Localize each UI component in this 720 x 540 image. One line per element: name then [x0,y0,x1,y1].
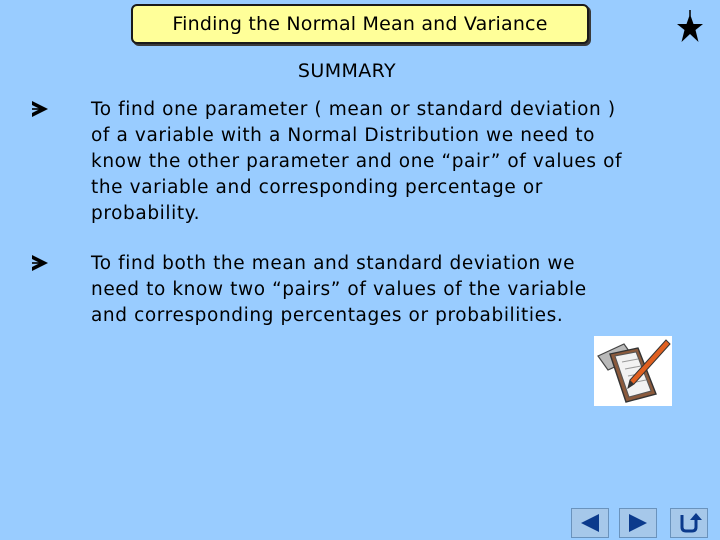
arrow-bullet-icon [30,100,50,118]
summary-heading [0,60,694,82]
bullet-2-line: To find both the mean and standard deviation we [91,253,576,274]
bullet-1-line: probability. [91,203,201,224]
bullet-text-1 [91,97,691,227]
next-arrow-icon [625,512,651,534]
arrow-bullet-icon [30,254,50,272]
bullet-text-2 [91,251,691,329]
page-title-text: Finding the Normal Mean and Variance [172,13,548,35]
bullet-1-line: To find one parameter ( mean or standard deviation ) [91,99,616,120]
previous-button[interactable] [571,508,609,538]
bullet-2-line: and corresponding percentages or probabilities. [91,305,564,326]
notepad-pencil-icon [594,336,672,406]
bullet-1-line: know the other parameter and one “pair” of values of [91,151,623,172]
bullet-2-line: need to know two “pairs” of values of the variable [91,279,587,300]
next-button[interactable] [619,508,657,538]
previous-arrow-icon [577,512,603,534]
bullet-1-line: the variable and corresponding percentage or [91,177,543,198]
return-arrow-icon [676,511,702,535]
page-title [131,4,589,44]
summary-label: SUMMARY [297,60,397,82]
star-icon[interactable] [676,8,704,46]
return-button[interactable] [670,508,708,538]
bullet-1-line: of a variable with a Normal Distribution we need to [91,125,596,146]
